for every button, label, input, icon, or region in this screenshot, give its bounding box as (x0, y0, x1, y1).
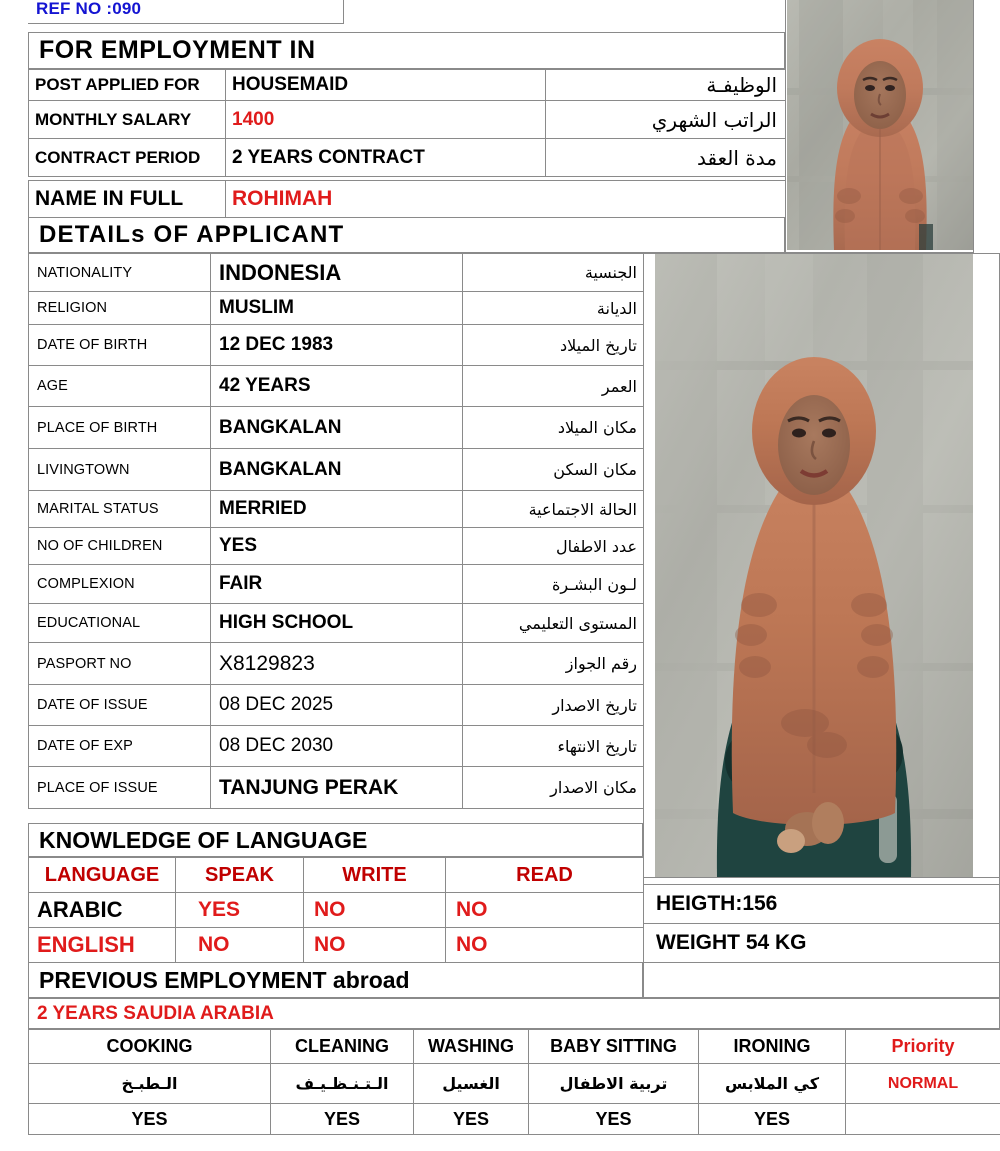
english-read-value: NO (446, 928, 644, 963)
ironing-header: IRONING (699, 1030, 846, 1064)
details-table (28, 253, 644, 809)
washing-value: YES (414, 1104, 529, 1135)
table-row (29, 70, 786, 101)
skills-table (28, 1029, 1000, 1135)
baby-sitting-header: BABY SITTING (529, 1030, 699, 1064)
ironing-arabic: كي الملابس (699, 1064, 846, 1104)
details-section-title: DETAILs OF APPLICANT (28, 217, 785, 253)
table-row (29, 893, 644, 928)
english-language-name: ENGLISH (29, 928, 176, 963)
educational-arabic: المستوى التعليمي (463, 604, 644, 643)
religion-value: MUSLIM (211, 292, 463, 325)
employment-section-title: FOR EMPLOYMENT IN (28, 32, 785, 69)
table-row (29, 685, 644, 726)
arabic-speak-value: YES (176, 893, 304, 928)
language-table (28, 857, 644, 963)
nationality-value: INDONESIA (211, 254, 463, 292)
educational-value: HIGH SCHOOL (211, 604, 463, 643)
baby-sitting-arabic: تربية الاطفال (529, 1064, 699, 1104)
date-of-birth-label: DATE OF BIRTH (29, 325, 211, 366)
arabic-language-name: ARABIC (29, 893, 176, 928)
cleaning-arabic: الـتـنـظـيـف (271, 1064, 414, 1104)
date-of-exp-value: 08 DEC 2030 (211, 726, 463, 767)
measurements-table (643, 884, 1000, 963)
weight-value: WEIGHT 54 KG (644, 924, 1000, 963)
previous-employment-title: PREVIOUS EMPLOYMENT abroad (28, 962, 643, 998)
post-applied-label: POST APPLIED FOR (29, 70, 226, 101)
table-row (29, 407, 644, 449)
date-of-birth-arabic: تاريخ الميلاد (463, 325, 644, 366)
livingtown-value: BANGKALAN (211, 449, 463, 491)
place-of-birth-arabic: مكان الميلاد (463, 407, 644, 449)
table-row (29, 491, 644, 528)
complexion-arabic: لـون البشـرة (463, 565, 644, 604)
nationality-label: NATIONALITY (29, 254, 211, 292)
educational-label: EDUCATIONAL (29, 604, 211, 643)
table-row (29, 366, 644, 407)
age-label: AGE (29, 366, 211, 407)
fullbody-top-rule (643, 253, 1000, 254)
livingtown-label: LIVINGTOWN (29, 449, 211, 491)
applicant-portrait-photo (787, 0, 973, 250)
passport-no-value: X8129823 (211, 643, 463, 685)
date-of-exp-label: DATE OF EXP (29, 726, 211, 767)
date-of-issue-label: DATE OF ISSUE (29, 685, 211, 726)
place-of-issue-value: TANJUNG PERAK (211, 767, 463, 809)
cooking-header: COOKING (29, 1030, 271, 1064)
name-value: ROHIMAH (226, 181, 786, 218)
arabic-write-value: NO (304, 893, 446, 928)
read-header: READ (446, 858, 644, 893)
table-row (29, 181, 786, 218)
washing-arabic: الغسيل (414, 1064, 529, 1104)
complexion-value: FAIR (211, 565, 463, 604)
livingtown-arabic: مكان السكن (463, 449, 644, 491)
table-row (29, 643, 644, 685)
priority-header: Priority (846, 1030, 1000, 1064)
speak-header: SPEAK (176, 858, 304, 893)
table-row (29, 292, 644, 325)
table-row (29, 726, 644, 767)
date-of-issue-arabic: تاريخ الاصدار (463, 685, 644, 726)
ref-row-divider (343, 0, 344, 24)
baby-sitting-value: YES (529, 1104, 699, 1135)
language-header: LANGUAGE (29, 858, 176, 893)
complexion-label: COMPLEXION (29, 565, 211, 604)
language-section-title: KNOWLEDGE OF LANGUAGE (28, 823, 643, 857)
table-row (644, 924, 1000, 963)
cleaning-value: YES (271, 1104, 414, 1135)
ref-no-row (28, 0, 788, 24)
height-value: HEIGTH:156 (644, 885, 1000, 924)
name-label: NAME IN FULL (29, 181, 226, 218)
age-arabic: العمر (463, 366, 644, 407)
passport-no-label: PASPORT NO (29, 643, 211, 685)
previous-employment-empty-cell (643, 962, 1000, 998)
passport-no-arabic: رقم الجواز (463, 643, 644, 685)
date-of-exp-arabic: تاريخ الانتهاء (463, 726, 644, 767)
ref-row-bottom-rule (28, 23, 343, 24)
ref-no-label: REF NO :090 (36, 0, 142, 18)
marital-status-label: MARITAL STATUS (29, 491, 211, 528)
table-row (29, 139, 786, 177)
arabic-read-value: NO (446, 893, 644, 928)
date-of-birth-value: 12 DEC 1983 (211, 325, 463, 366)
table-row (29, 254, 644, 292)
write-header: WRITE (304, 858, 446, 893)
right-column-divider (643, 253, 644, 984)
previous-employment-country: 2 YEARS SAUDIA ARABIA (28, 998, 1000, 1029)
monthly-salary-arabic: الراتب الشهري (546, 101, 786, 139)
age-value: 42 YEARS (211, 366, 463, 407)
table-row (29, 565, 644, 604)
photo-column-left-rule (785, 0, 786, 253)
priority-value: NORMAL (846, 1064, 1000, 1104)
monthly-salary-label: MONTHLY SALARY (29, 101, 226, 139)
table-row (29, 604, 644, 643)
washing-header: WASHING (414, 1030, 529, 1064)
cooking-value: YES (29, 1104, 271, 1135)
cooking-arabic: الـطبـخ (29, 1064, 271, 1104)
english-speak-value: NO (176, 928, 304, 963)
applicant-full-body-photo (655, 253, 973, 877)
contract-period-arabic: مدة العقد (546, 139, 786, 177)
employment-table (28, 69, 786, 177)
photo-column-right-rule (973, 0, 974, 253)
post-applied-value: HOUSEMAID (226, 70, 546, 101)
no-of-children-arabic: عدد الاطفال (463, 528, 644, 565)
place-of-issue-arabic: مكان الاصدار (463, 767, 644, 809)
name-table (28, 180, 786, 218)
nationality-arabic: الجنسية (463, 254, 644, 292)
table-row (29, 101, 786, 139)
no-of-children-label: NO OF CHILDREN (29, 528, 211, 565)
table-row (29, 767, 644, 809)
cleaning-header: CLEANING (271, 1030, 414, 1064)
english-write-value: NO (304, 928, 446, 963)
fullbody-bottom-rule (643, 877, 1000, 878)
table-row (29, 1064, 1000, 1104)
priority-empty-cell (846, 1104, 1000, 1135)
place-of-birth-label: PLACE OF BIRTH (29, 407, 211, 449)
contract-period-label: CONTRACT PERIOD (29, 139, 226, 177)
contract-period-value: 2 YEARS CONTRACT (226, 139, 546, 177)
table-row (29, 449, 644, 491)
table-row (29, 928, 644, 963)
table-header-row (29, 858, 644, 893)
table-row (29, 325, 644, 366)
date-of-issue-value: 08 DEC 2025 (211, 685, 463, 726)
marital-status-value: MERRIED (211, 491, 463, 528)
religion-label: RELIGION (29, 292, 211, 325)
table-row (29, 528, 644, 565)
table-row (644, 885, 1000, 924)
place-of-birth-value: BANGKALAN (211, 407, 463, 449)
place-of-issue-label: PLACE OF ISSUE (29, 767, 211, 809)
ironing-value: YES (699, 1104, 846, 1135)
table-row (29, 1104, 1000, 1135)
religion-arabic: الديانة (463, 292, 644, 325)
no-of-children-value: YES (211, 528, 463, 565)
marital-status-arabic: الحالة الاجتماعية (463, 491, 644, 528)
table-header-row (29, 1030, 1000, 1064)
monthly-salary-value: 1400 (226, 101, 546, 139)
post-applied-arabic: الوظيفـة (546, 70, 786, 101)
